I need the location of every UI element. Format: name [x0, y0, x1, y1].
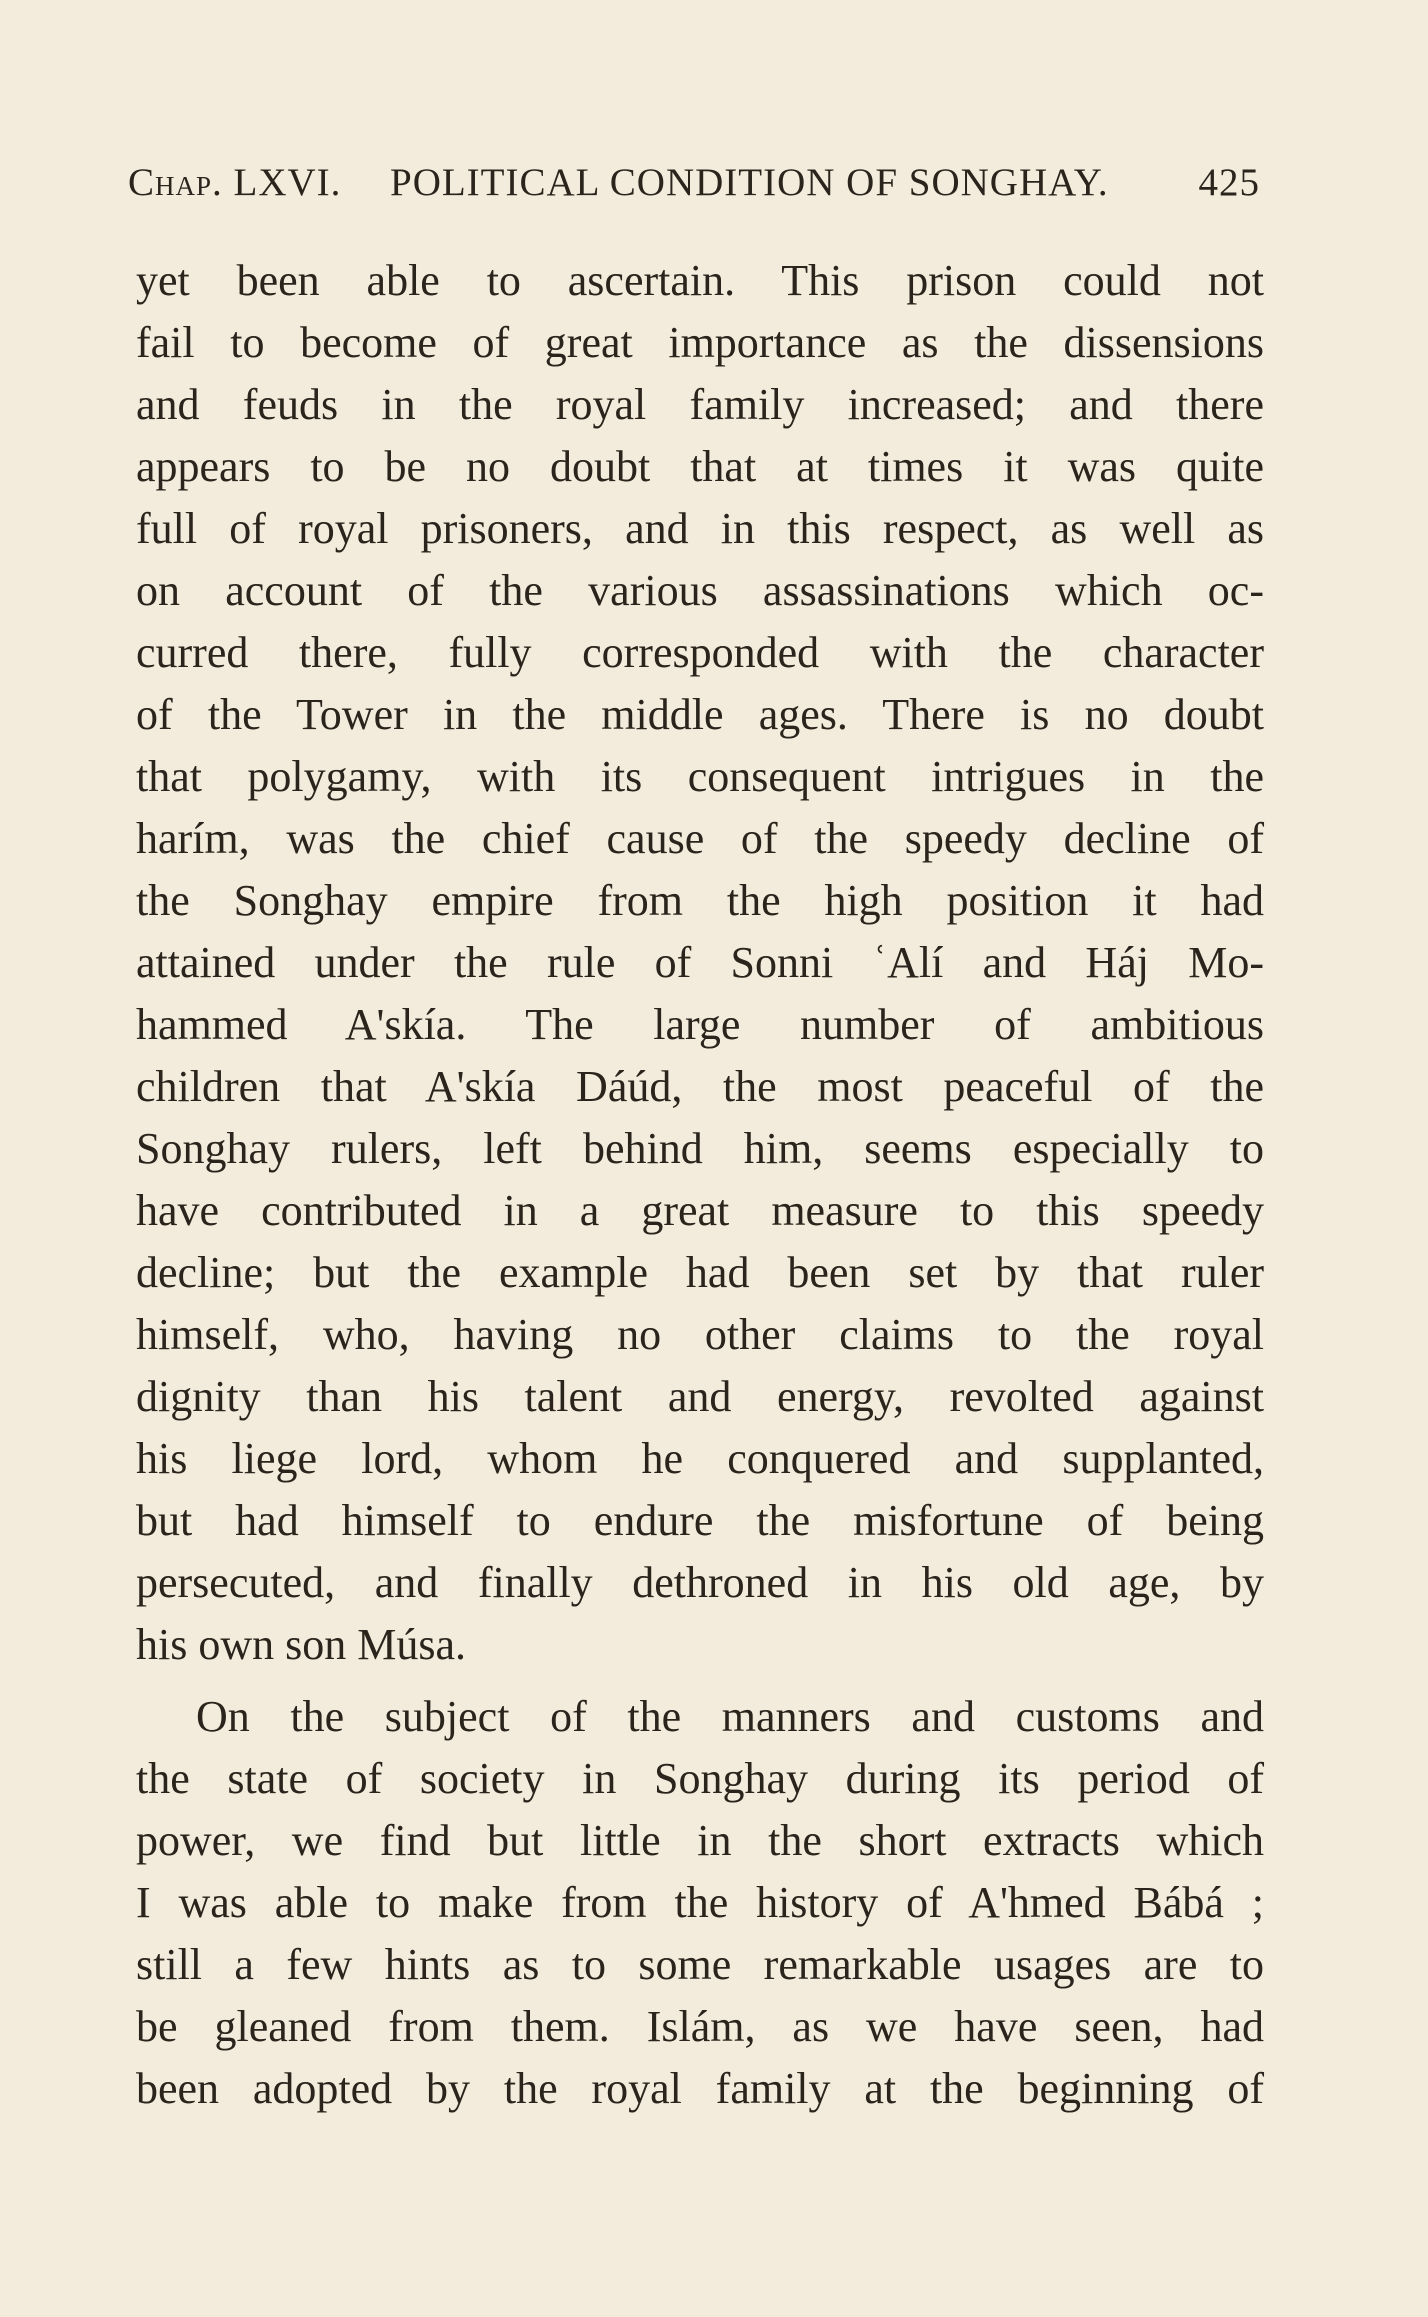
- text-line: the state of society in Songhay during its period of: [136, 1754, 1264, 1803]
- text-line: and feuds in the royal family increased; and there: [136, 380, 1264, 429]
- text-line: have contributed in a great measure to this speedy: [136, 1186, 1264, 1235]
- text-line: been adopted by the royal family at the beginning of: [136, 2064, 1264, 2113]
- text-line: dignity than his talent and energy, revolted against: [136, 1372, 1264, 1421]
- text-line: decline; but the example had been set by that ruler: [136, 1248, 1264, 1297]
- text-line: Songhay rulers, left behind him, seems especially to: [136, 1124, 1264, 1173]
- text-line: the Songhay empire from the high position it had: [136, 876, 1264, 925]
- running-header: [128, 160, 1260, 210]
- text-line: on account of the various assassinations which oc-: [136, 566, 1264, 615]
- text-line: I was able to make from the history of A'hmed Bábá ;: [136, 1878, 1264, 1927]
- text-line: his liege lord, whom he conquered and supplanted,: [136, 1434, 1264, 1483]
- text-line: hammed A'skía. The large number of ambitious: [136, 1000, 1264, 1049]
- text-line: yet been able to ascertain. This prison could not: [136, 256, 1264, 305]
- text-line: power, we find but little in the short extracts which: [136, 1816, 1264, 1865]
- text-line: himself, who, having no other claims to the royal: [136, 1310, 1264, 1359]
- text-line: that polygamy, with its consequent intrigues in the: [136, 752, 1264, 801]
- text-line: attained under the rule of Sonni ʿAlí and Háj Mo-: [136, 938, 1264, 987]
- running-title: POLITICAL CONDITION OF SONGHAY.: [390, 161, 1109, 204]
- text-line: full of royal prisoners, and in this respect, as well as: [136, 504, 1264, 553]
- text-line: curred there, fully corresponded with the character: [136, 628, 1264, 677]
- text-line: harím, was the chief cause of the speedy decline of: [136, 814, 1264, 863]
- chapter-label: Chap. LXVI.: [128, 161, 342, 204]
- text-line: be gleaned from them. Islám, as we have seen, had: [136, 2002, 1264, 2051]
- text-line: his own son Músa.: [136, 1620, 467, 1669]
- text-line: persecuted, and finally dethroned in his old age, by: [136, 1558, 1264, 1607]
- text-line: still a few hints as to some remarkable usages are to: [136, 1940, 1264, 1989]
- text-line: appears to be no doubt that at times it was quite: [136, 442, 1264, 491]
- page-number: 425: [1198, 161, 1260, 204]
- text-line: but had himself to endure the misfortune of being: [136, 1496, 1264, 1545]
- text-line: of the Tower in the middle ages. There is no doubt: [136, 690, 1264, 739]
- text-line: On the subject of the manners and customs and: [196, 1692, 1264, 1741]
- text-line: fail to become of great importance as the dissensions: [136, 318, 1264, 367]
- text-line: children that A'skía Dáúd, the most peaceful of the: [136, 1062, 1264, 1111]
